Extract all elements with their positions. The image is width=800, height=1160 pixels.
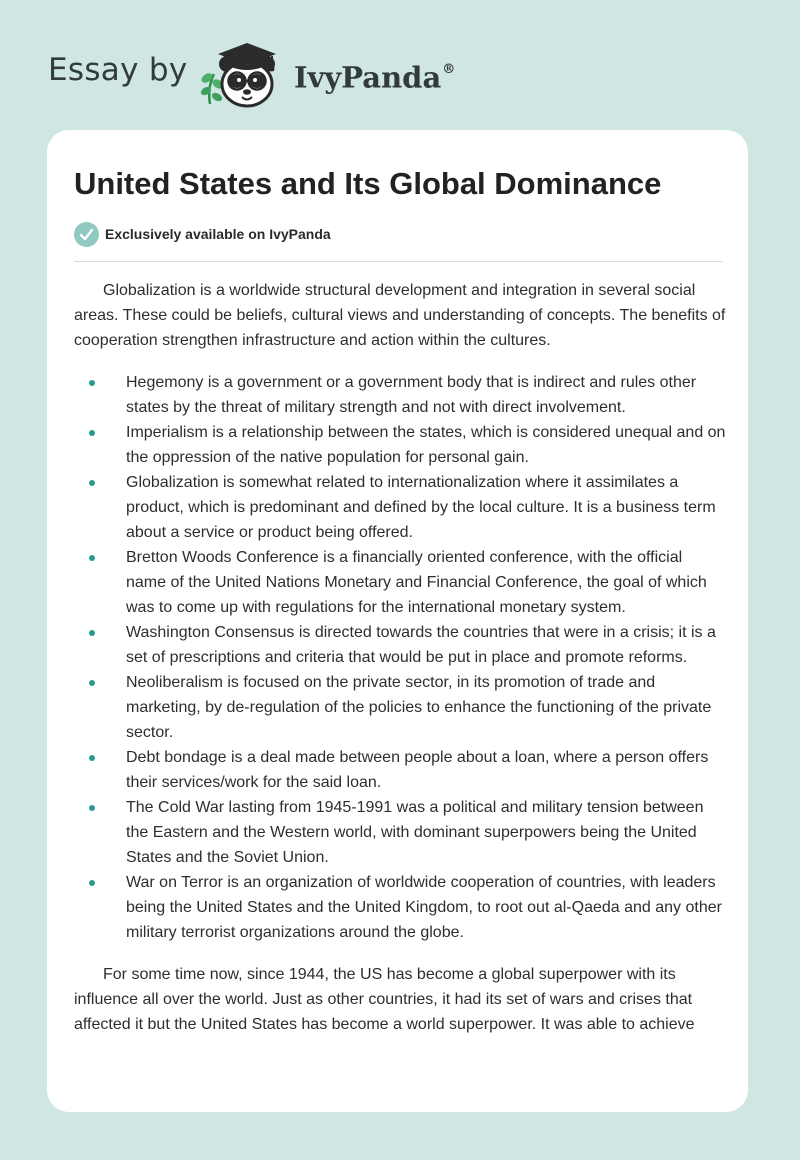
site-header bbox=[0, 0, 800, 130]
exclusive-badge-label: Exclusively available on IvyPanda bbox=[105, 226, 331, 242]
exclusive-badge bbox=[74, 221, 331, 247]
definitions-list bbox=[74, 370, 726, 945]
list-item: Globalization is somewhat related to internationalization where it assimilates a product, which is predominant and defined by the local culture. It is a business term about a service or product being offered. bbox=[126, 470, 726, 545]
list-item: Imperialism is a relationship between the states, which is considered unequal and on the oppression of the native population for personal gain. bbox=[126, 420, 726, 470]
check-icon bbox=[74, 222, 99, 247]
list-item: Washington Consensus is directed towards the countries that were in a crisis; it is a set of prescriptions and criteria that would be put in place and promote reforms. bbox=[126, 620, 726, 670]
closing-paragraph: For some time now, since 1944, the US has become a global superpower with its influence all over the world. Just as other countries, it had its set of wars and crises that affected it but the United States has become a world superpower. It was able to achieve bbox=[74, 966, 695, 1033]
intro-paragraph: Globalization is a worldwide structural development and integration in several social areas. These could be beliefs, cultural views and understanding of concepts. The benefits of cooperation strengthen infrastructure and action within the cultures. bbox=[74, 282, 726, 349]
brand-name[interactable] bbox=[294, 55, 455, 97]
list-item: Neoliberalism is focused on the private sector, in its promotion of trade and marketing, by de-regulation of the policies to enhance the functioning of the private sector. bbox=[126, 670, 726, 745]
divider bbox=[74, 261, 723, 262]
list-item: Hegemony is a government or a government body that is indirect and rules other states by the threat of military strength and not with direct involvement. bbox=[126, 370, 726, 420]
essay-body bbox=[74, 278, 726, 1037]
essay-title: United States and Its Global Dominance bbox=[74, 166, 662, 201]
list-item: War on Terror is an organization of worldwide cooperation of countries, with leaders being the United States and the United Kingdom, to root out al-Qaeda and any other military terrorist organizations around the globe. bbox=[126, 870, 726, 945]
trademark-symbol: ® bbox=[442, 62, 456, 77]
essay-card bbox=[47, 130, 748, 1112]
list-item: The Cold War lasting from 1945-1991 was a political and military tension between the Eastern and the Western world, with dominant superpowers being the United States and the Soviet Union. bbox=[126, 795, 726, 870]
list-item: Bretton Woods Conference is a financially oriented conference, with the official name of the United Nations Monetary and Financial Conference, the goal of which was to come up with regulations for the international monetary system. bbox=[126, 545, 726, 620]
essay-by-label: Essay by bbox=[48, 52, 188, 88]
list-item: Debt bondage is a deal made between people about a loan, where a person offers their services/work for the said loan. bbox=[126, 745, 726, 795]
brand-label: IvyPanda bbox=[294, 60, 442, 95]
panda-graduate-icon[interactable] bbox=[198, 34, 294, 110]
